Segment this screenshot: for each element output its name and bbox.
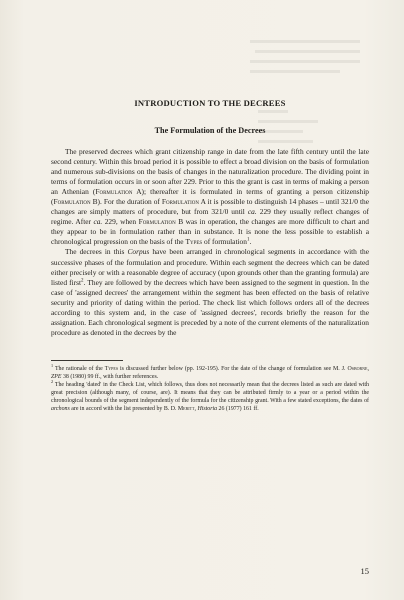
footnote-ref-2: 2: [81, 278, 84, 284]
text-span: The decrees in this: [65, 247, 128, 257]
italic-term: ca.: [247, 207, 257, 217]
footnote-divider: [51, 360, 123, 361]
text-span: 229 they usually reflect changes of regime. After: [51, 207, 369, 227]
text-span: .: [249, 237, 252, 247]
text-span: B). For the duration of: [90, 197, 162, 207]
italic-term: ZPE: [51, 373, 62, 380]
footnote-ref-1: 1: [246, 237, 250, 243]
text-span: 229, when: [102, 217, 139, 227]
small-caps-term: Osborne: [347, 365, 368, 372]
footnote-number: 2: [51, 379, 54, 385]
text-span: The heading 'dated' in the Check List, which follows, thus does not necessarily mean that the decrees listed as such are dated with great precision (although many, of course, are). It means that they can be attributed firmly to a year or a period within the chronological bounds of the segment independently of the formula for the citizenship grant. With a few stated exceptions, the dates of: [51, 382, 369, 405]
text-span: The rationale of the: [53, 365, 105, 372]
text-span: A it is possible to distinguish 14 phases – until 321/0 the changes are simply matters of procedure, but from 321/0 until: [51, 197, 369, 217]
italic-term: Historia: [197, 406, 218, 413]
italic-term: ca.: [93, 217, 103, 227]
text-span: A); thereafter it is formulated in terms of granting a person citizenship (: [51, 187, 369, 207]
text-span: ,: [194, 406, 198, 413]
text-span: are in accord with the list presented by B. D.: [69, 406, 178, 413]
small-caps-term: Types: [104, 365, 119, 372]
page-number: 15: [360, 566, 369, 576]
text-span: 26 (1977) 161 ff.: [217, 406, 259, 413]
text-block: [51, 98, 369, 413]
paragraph-formulation-overview: [51, 147, 369, 247]
small-caps-term: Formulation: [53, 197, 91, 207]
text-span: of formulation: [202, 237, 247, 247]
text-span: ,: [367, 365, 369, 372]
small-caps-term: Formulation: [95, 187, 133, 197]
text-span: have been arranged in chronological segments in accordance with the successive phases of the formulation and procedure. Within each segment the decrees which can be dated either precisely or with a reasonable degree of accuracy (upon grounds other than the granting formula) are listed first: [51, 247, 370, 287]
chapter-title: INTRODUCTION TO THE DECREES: [134, 98, 286, 108]
small-caps-term: Types: [185, 237, 203, 247]
footnote-1: [51, 362, 369, 381]
italic-term: Corpus: [127, 247, 150, 257]
section-title: The Formulation of the Decrees: [154, 126, 266, 135]
text-span: 38 (1980) 99 ff., with further references.: [61, 373, 159, 380]
small-caps-term: Formulation: [161, 197, 200, 207]
small-caps-term: Meritt: [177, 406, 195, 413]
footnote-2: [51, 381, 369, 413]
footnote-number: 1: [51, 362, 54, 368]
text-span: . They are followed by the decrees which have been assigned to the segment in question. In the case of 'assigned decrees' the arrangement within the segment has been effected on the basis of relative security and priority of dating within the period. The check list which follows orders all of the decrees according to this system and, in the case of 'assigned decrees', records briefly the reason for the assignation. Each chronological segment is preceded by a note of the current elements of the naturalization procedure as denoted in the decrees by the: [51, 277, 370, 337]
text-span: B was in operation, the changes are more difficult to chart and they appear to be in formulation rather than in substance. It is none the less possible to establish a chronological progression on the basis of the: [51, 217, 369, 247]
paragraph-corpus-arrangement: [51, 247, 369, 337]
italic-term: archons: [51, 406, 70, 413]
small-caps-term: Formulation: [138, 217, 176, 227]
text-span: is discussed further below (pp. 192-195). For the date of the change of formulation see M. J.: [118, 365, 348, 372]
text-span: The preserved decrees which grant citizenship range in date from the late fifth century until the late second century. Within this broad period it is possible to effect a broad division on the basis of formulation and numerous sub-divisions on the basis of changes in the naturalization procedure. The dividing point in terms of formulation occurs in or soon after 229. Prior to this the grant is cast in terms of making a person an Athenian (: [51, 147, 369, 197]
